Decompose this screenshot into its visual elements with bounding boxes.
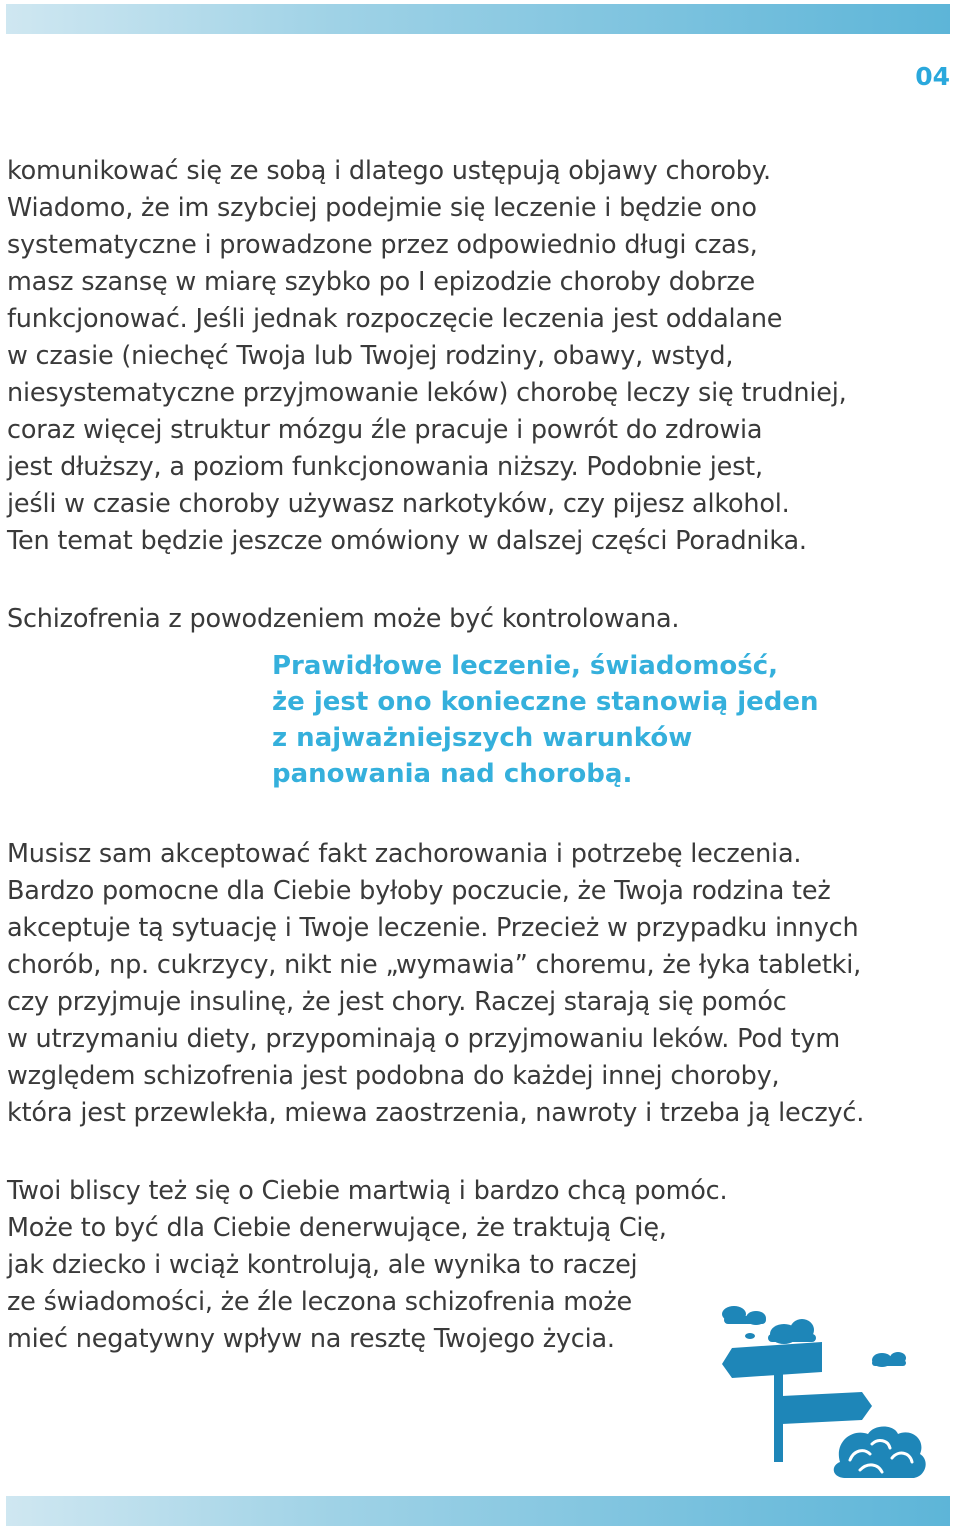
text-line: Bardzo pomocne dla Ciebie byłoby poczucie, że Twoja rodzina też: [7, 876, 831, 906]
text-line: względem schizofrenia jest podobna do każdej innej choroby,: [7, 1061, 780, 1091]
text-line: Ten temat będzie jeszcze omówiony w dalszej części Poradnika.: [7, 526, 807, 556]
text-line: która jest przewlekła, miewa zaostrzenia, nawroty i trzeba ją leczyć.: [7, 1098, 865, 1128]
text-line: komunikować się ze sobą i dlatego ustępują objawy choroby.: [7, 156, 771, 186]
highlight-line: Prawidłowe leczenie, świadomość,: [272, 651, 779, 681]
text-line: w czasie (niechęć Twoja lub Twojej rodziny, obawy, wstyd,: [7, 341, 734, 371]
text-line: akceptuje tą sytuację i Twoje leczenie. Przecież w przypadku innych: [7, 913, 859, 943]
top-decorative-bar: [6, 4, 950, 34]
text-line: ze świadomości, że źle leczona schizofrenia może: [7, 1287, 632, 1317]
text-line: niesystematyczne przyjmowanie leków) chorobę leczy się trudniej,: [7, 378, 847, 408]
text-line: Twoi bliscy też się o Ciebie martwią i bardzo chcą pomóc.: [7, 1176, 728, 1206]
paragraph-acceptance: [7, 836, 864, 1132]
text-line: Schizofrenia z powodzeniem może być kontrolowana.: [7, 604, 680, 634]
text-line: jeśli w czasie choroby używasz narkotyków, czy pijesz alkohol.: [7, 489, 790, 519]
text-line: Wiadomo, że im szybciej podejmie się leczenie i będzie ono: [7, 193, 757, 223]
text-line: chorób, np. cukrzycy, nikt nie „wymawia” choremu, że łyka tabletki,: [7, 950, 862, 980]
text-line: w utrzymaniu diety, przypominają o przyjmowaniu leków. Pod tym: [7, 1024, 841, 1054]
text-line: coraz więcej struktur mózgu źle pracuje i powrót do zdrowia: [7, 415, 763, 445]
text-line: jest dłuższy, a poziom funkcjonowania niższy. Podobnie jest,: [7, 452, 763, 482]
text-line: mieć negatywny wpływ na resztę Twojego życia.: [7, 1324, 615, 1354]
paragraph-treatment-timing: [7, 153, 847, 560]
text-line: masz szansę w miarę szybko po I epizodzie choroby dobrze: [7, 267, 756, 297]
page-number: 04: [915, 62, 950, 91]
paragraph-family-care: [7, 1173, 727, 1358]
text-line: jak dziecko i wciąż kontrolują, ale wynika to raczej: [7, 1250, 638, 1280]
signpost-icon: [722, 1302, 958, 1496]
highlight-line: panowania nad chorobą.: [272, 759, 633, 789]
bottom-decorative-bar: [6, 1496, 950, 1526]
highlight-line: że jest ono konieczne stanowią jeden: [272, 687, 819, 717]
paragraph-control-statement: [7, 601, 679, 638]
text-line: czy przyjmuje insulinę, że jest chory. Raczej starają się pomóc: [7, 987, 787, 1017]
text-line: Może to być dla Ciebie denerwujące, że traktują Cię,: [7, 1213, 667, 1243]
highlight-line: z najważniejszych warunków: [272, 723, 693, 753]
text-line: funkcjonować. Jeśli jednak rozpoczęcie leczenia jest oddalane: [7, 304, 783, 334]
highlight-callout: [272, 648, 819, 792]
text-line: Musisz sam akceptować fakt zachorowania i potrzebę leczenia.: [7, 839, 802, 869]
text-line: systematyczne i prowadzone przez odpowiednio długi czas,: [7, 230, 758, 260]
